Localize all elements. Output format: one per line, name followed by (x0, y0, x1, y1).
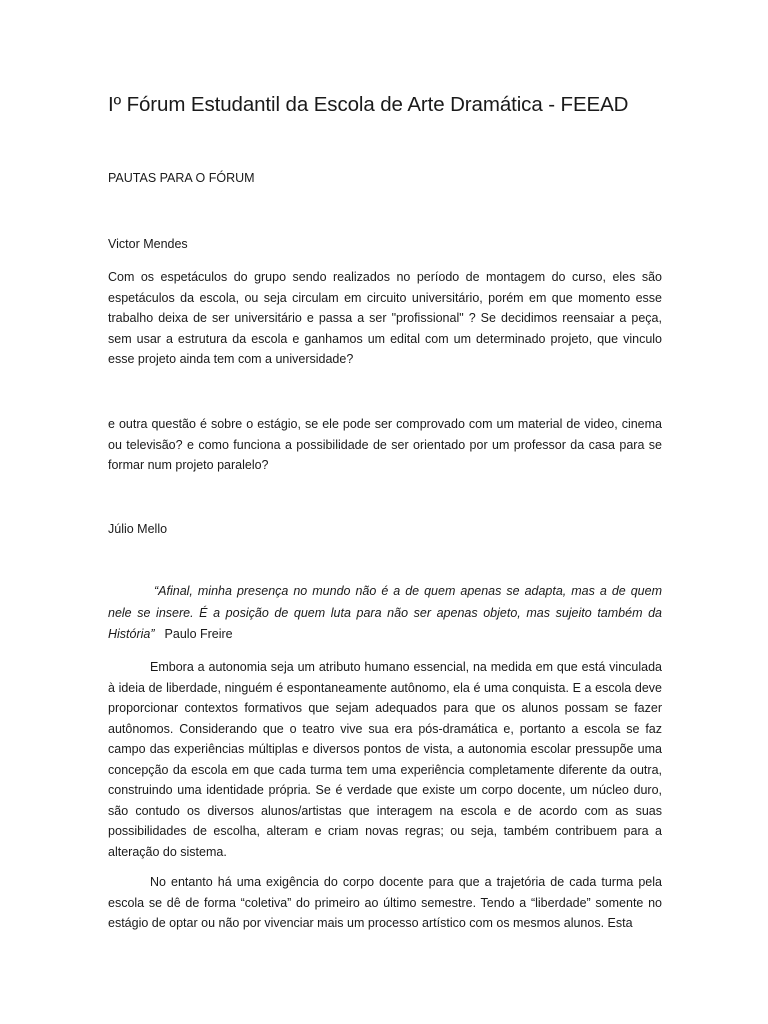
quote-text: “Afinal, minha presença no mundo não é a de quem apenas se adapta, mas a de quem nele se insere. É a posição de quem luta para não ser apenas objeto, mas sujeito também da História” (108, 584, 662, 641)
paragraph: e outra questão é sobre o estágio, se ele pode ser comprovado com um material de video, cinema ou televisão? e como funciona a possibilidade de ser orientado por um professor da casa para se formar num projeto paralelo? (108, 417, 662, 472)
document-title: Iº Fórum Estudantil da Escola de Arte Dramática - FEEAD (108, 93, 629, 116)
paragraph: Com os espetáculos do grupo sendo realizados no período de montagem do curso, eles são espetáculos da escola, ou seja circulam em circuito universitário, porém em que momento esse trabalho deixa de ser universitário e passa a ser "profissional" ? Se decidimos reensaiar a peça, sem usar a estrutura da escola e ganhamos um edital com um determinado projeto, que vinculo esse projeto ainda tem com a universidade? (108, 270, 662, 366)
epigraph-quote (108, 581, 662, 646)
document-subtitle: PAUTAS PARA O FÓRUM (108, 171, 255, 185)
section-author: Júlio Mello (108, 522, 168, 536)
section-author: Victor Mendes (108, 237, 188, 251)
paragraph: Embora a autonomia seja um atributo humano essencial, na medida em que está vinculada à ideia de liberdade, ninguém é espontaneamente autônomo, ela é uma conquista. E a escola deve proporcionar contextos formativos que sejam adequados para que os alunos possam se fazer autônomos. Considerando que o teatro vive sua era pós-dramática e, portanto a escola se faz campo das experiências múltiplas e diversos pontos de vista, a autonomia escolar pressupõe uma concepção da escola em que cada turma tem uma experiência completamente diferente da outra, construindo uma identidade própria. Se é verdade que existe um corpo docente, um núcleo duro, são contudo os diversos alunos/artistas que interagem na escola e de acordo com as suas possibilidades de escolha, alteram e criam novas regras; ou seja, também contribuem para a alteração do sistema. (108, 660, 662, 859)
quote-attribution: Paulo Freire (164, 627, 233, 641)
document-page (108, 0, 662, 1024)
paragraph: No entanto há uma exigência do corpo docente para que a trajetória de cada turma pela escola se dê de forma “coletiva” do primeiro ao último semestre. Tendo a “liberdade” somente no estágio de optar ou não por vivenciar mais um processo artístico com os mesmos alunos. Esta (108, 875, 662, 930)
